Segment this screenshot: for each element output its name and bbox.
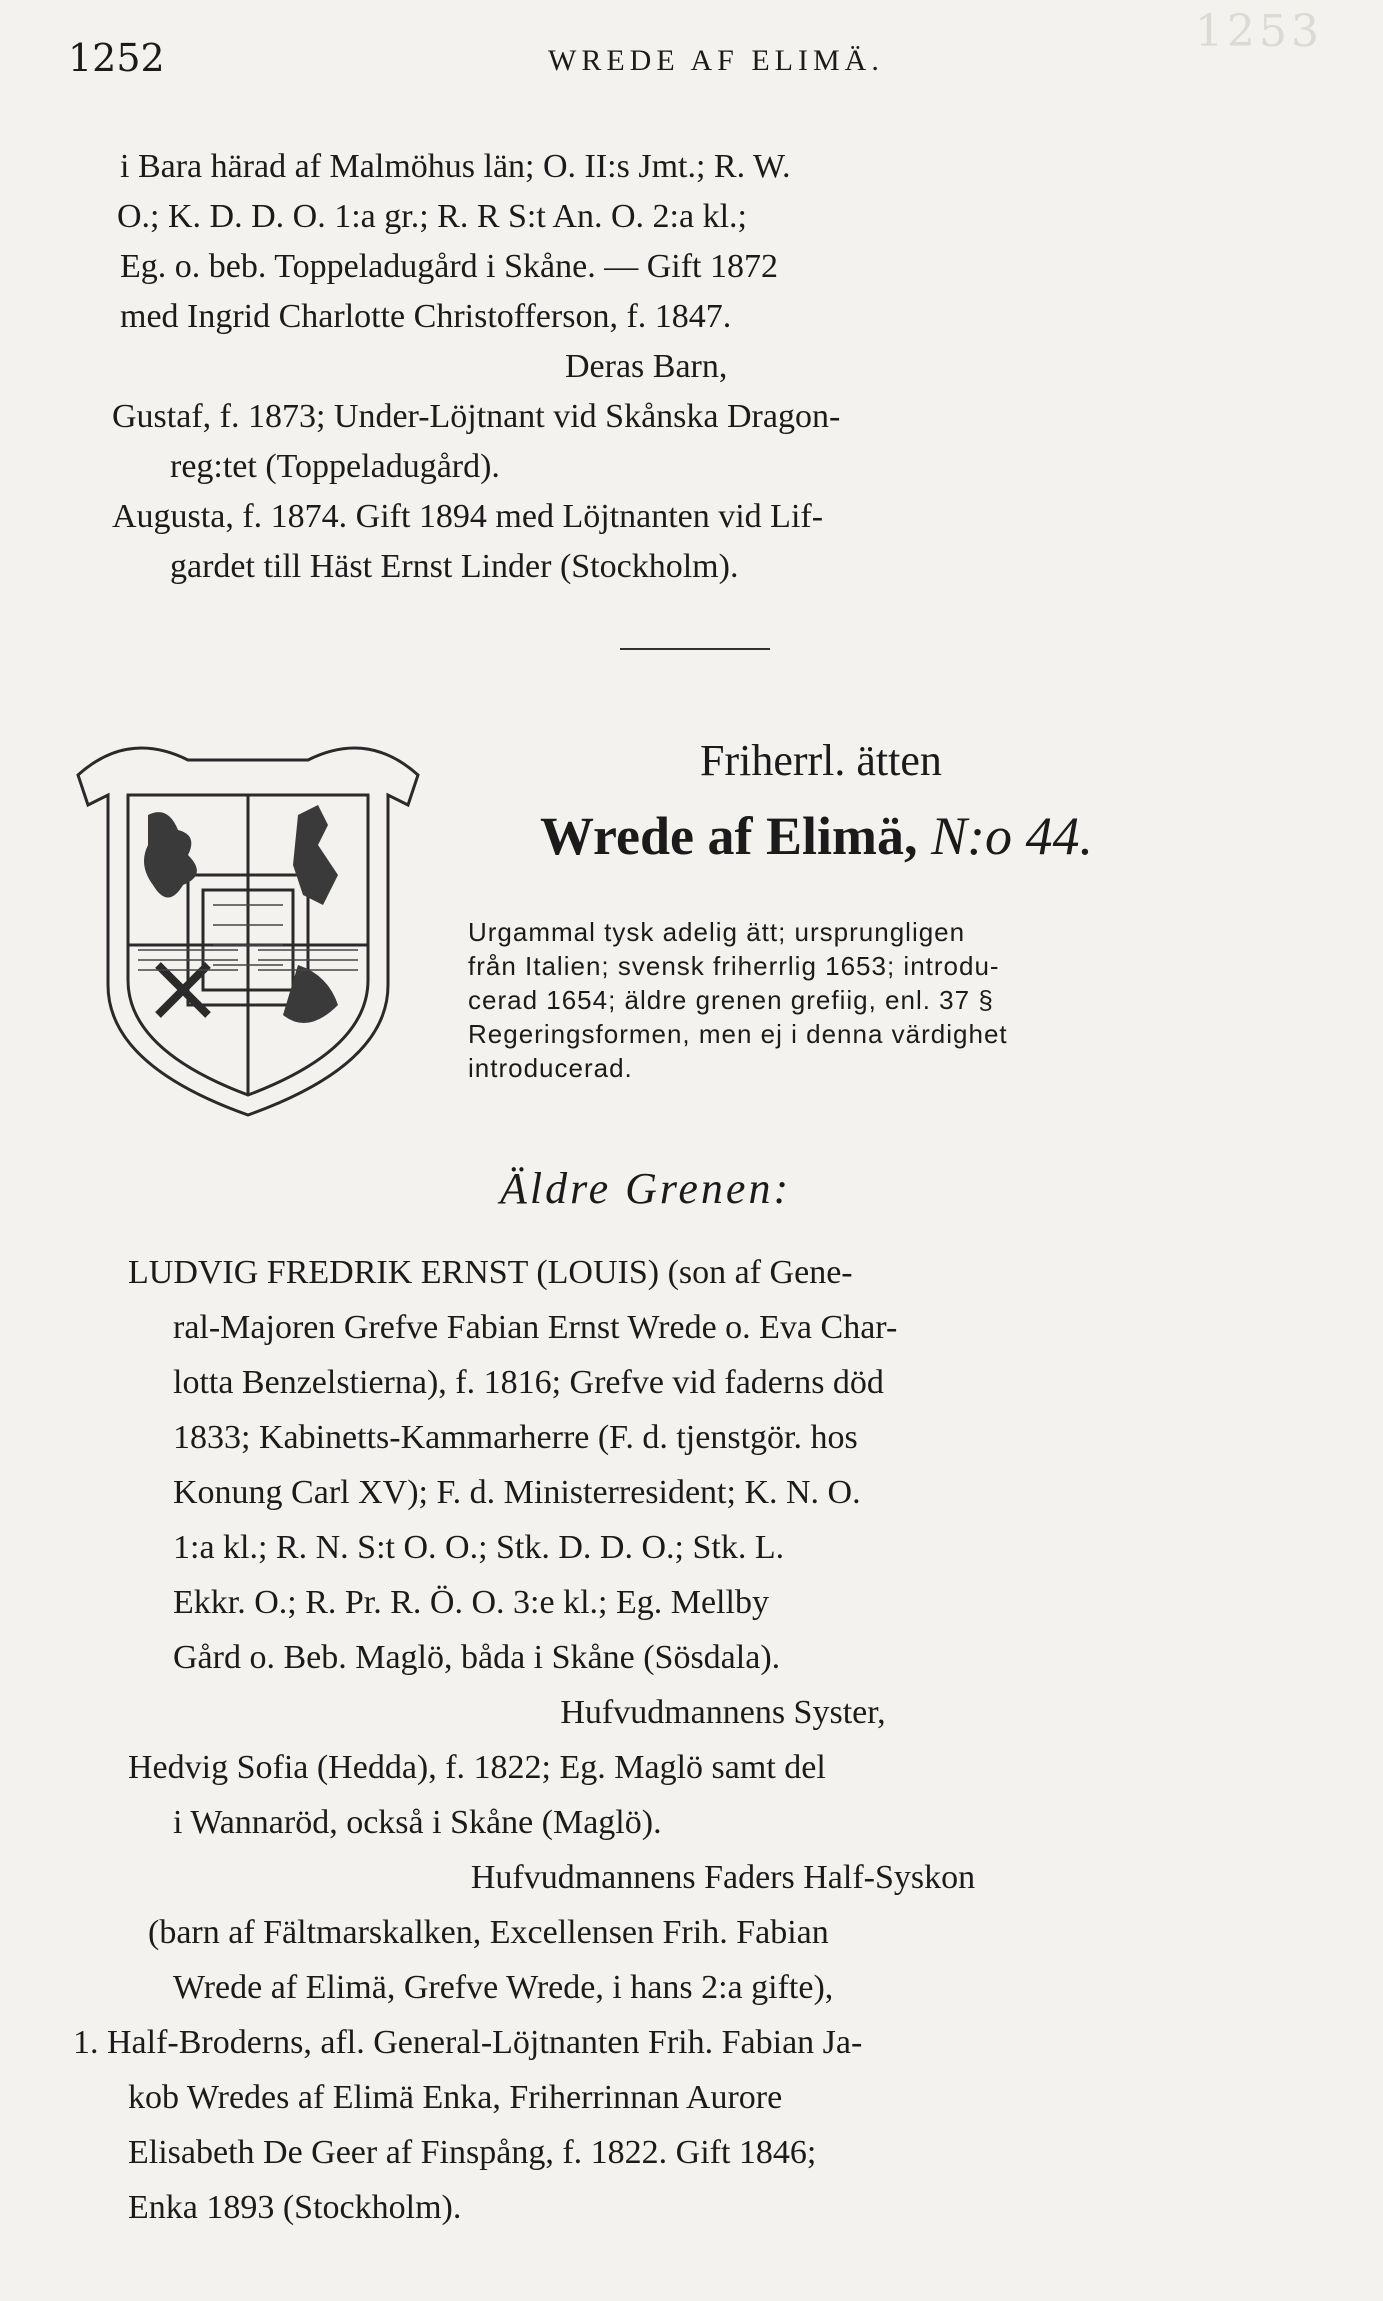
text-line: Elisabeth De Geer af Finspång, f. 1822. Gift 1846; [128, 2134, 817, 2171]
text-line: Hedvig Sofia (Hedda), f. 1822; Eg. Maglö samt del [128, 1749, 826, 1786]
running-title: WREDE AF ELIMÄ. [548, 44, 884, 77]
text-line: cerad 1654; äldre grenen grefiig, enl. 37 § [468, 985, 994, 1015]
genealogy-entries [73, 1245, 1318, 2235]
family-name: Wrede af Elimä, [540, 806, 918, 866]
text-line: lotta Benzelstierna), f. 1816; Grefve vid faderns död [173, 1364, 884, 1401]
text-line: med Ingrid Charlotte Christofferson, f. 1847. [120, 298, 732, 335]
text-line: Augusta, f. 1874. Gift 1894 med Löjtnanten vid Lif- [112, 498, 824, 535]
text-line: O.; K. D. D. O. 1:a gr.; R. R S:t An. O. 2:a kl.; [117, 198, 747, 235]
family-origin-text [468, 915, 1318, 1085]
text-line: Konung Carl XV); F. d. Ministerresident; K. N. O. [173, 1474, 861, 1511]
page-number: 1252 [68, 36, 165, 80]
text-line: i Wannaröd, också i Skåne (Maglö). [173, 1804, 662, 1841]
text-line: i Bara härad af Malmöhus län; O. II:s Jmt.; R. W. [120, 148, 791, 185]
text-line: Ekkr. O.; R. Pr. R. Ö. O. 3:e kl.; Eg. Mellby [173, 1584, 769, 1621]
top-paragraph [112, 142, 1310, 592]
text-line: från Italien; svensk friherrlig 1653; introdu- [468, 951, 1000, 981]
text-line: introducerad. [468, 1053, 633, 1083]
text-line: Urgammal tysk adelig ätt; ursprungligen [468, 917, 966, 947]
children-heading: Deras Barn, [565, 348, 728, 385]
text-line: Wrede af Elimä, Grefve Wrede, i hans 2:a gifte), [173, 1969, 834, 2006]
text-line: kob Wredes af Elimä Enka, Friherrinnan Aurore [128, 2079, 783, 2116]
section-divider [620, 648, 770, 650]
text-line: Eg. o. beb. Toppeladugård i Skåne. — Gift 1872 [120, 248, 778, 285]
page-header [68, 36, 1318, 96]
text-line: Gustaf, f. 1873; Under-Löjtnant vid Skånska Dragon- [112, 398, 841, 435]
text-line: Gård o. Beb. Maglö, båda i Skåne (Sösdala). [173, 1639, 781, 1676]
sister-heading: Hufvudmannens Syster, [560, 1694, 886, 1731]
text-line: reg:tet (Toppeladugård). [170, 448, 500, 485]
coat-of-arms-image [68, 735, 428, 1120]
family-number: N:o 44. [930, 806, 1093, 866]
text-line: ral-Majoren Grefve Fabian Ernst Wrede o. Eva Char- [173, 1309, 898, 1346]
text-line: 1. Half-Broderns, afl. General-Löjtnanten Frih. Fabian Ja- [73, 2024, 863, 2061]
text-line: Regeringsformen, men ej i denna värdighet [468, 1019, 1008, 1049]
half-siblings-heading: Hufvudmannens Faders Half-Syskon [470, 1859, 976, 1896]
text-line: gardet till Häst Ernst Linder (Stockholm). [170, 548, 739, 585]
text-line: 1:a kl.; R. N. S:t O. O.; Stk. D. D. O.; Stk. L. [173, 1529, 785, 1566]
text-line: (barn af Fältmarskalken, Excellensen Frih. Fabian [148, 1914, 829, 1951]
branch-heading: Äldre Grenen: [500, 1164, 792, 1213]
bleed-through-page-number: 1253 [1195, 6, 1323, 57]
family-title-line2 [540, 805, 1093, 867]
family-title-line1: Friherrl. ätten [700, 736, 942, 785]
text-line: Enka 1893 (Stockholm). [128, 2189, 462, 2226]
text-line: 1833; Kabinetts-Kammarherre (F. d. tjenstgör. hos [173, 1419, 858, 1456]
text-line: LUDVIG FREDRIK ERNST (LOUIS) (son af Gene- [128, 1254, 853, 1291]
